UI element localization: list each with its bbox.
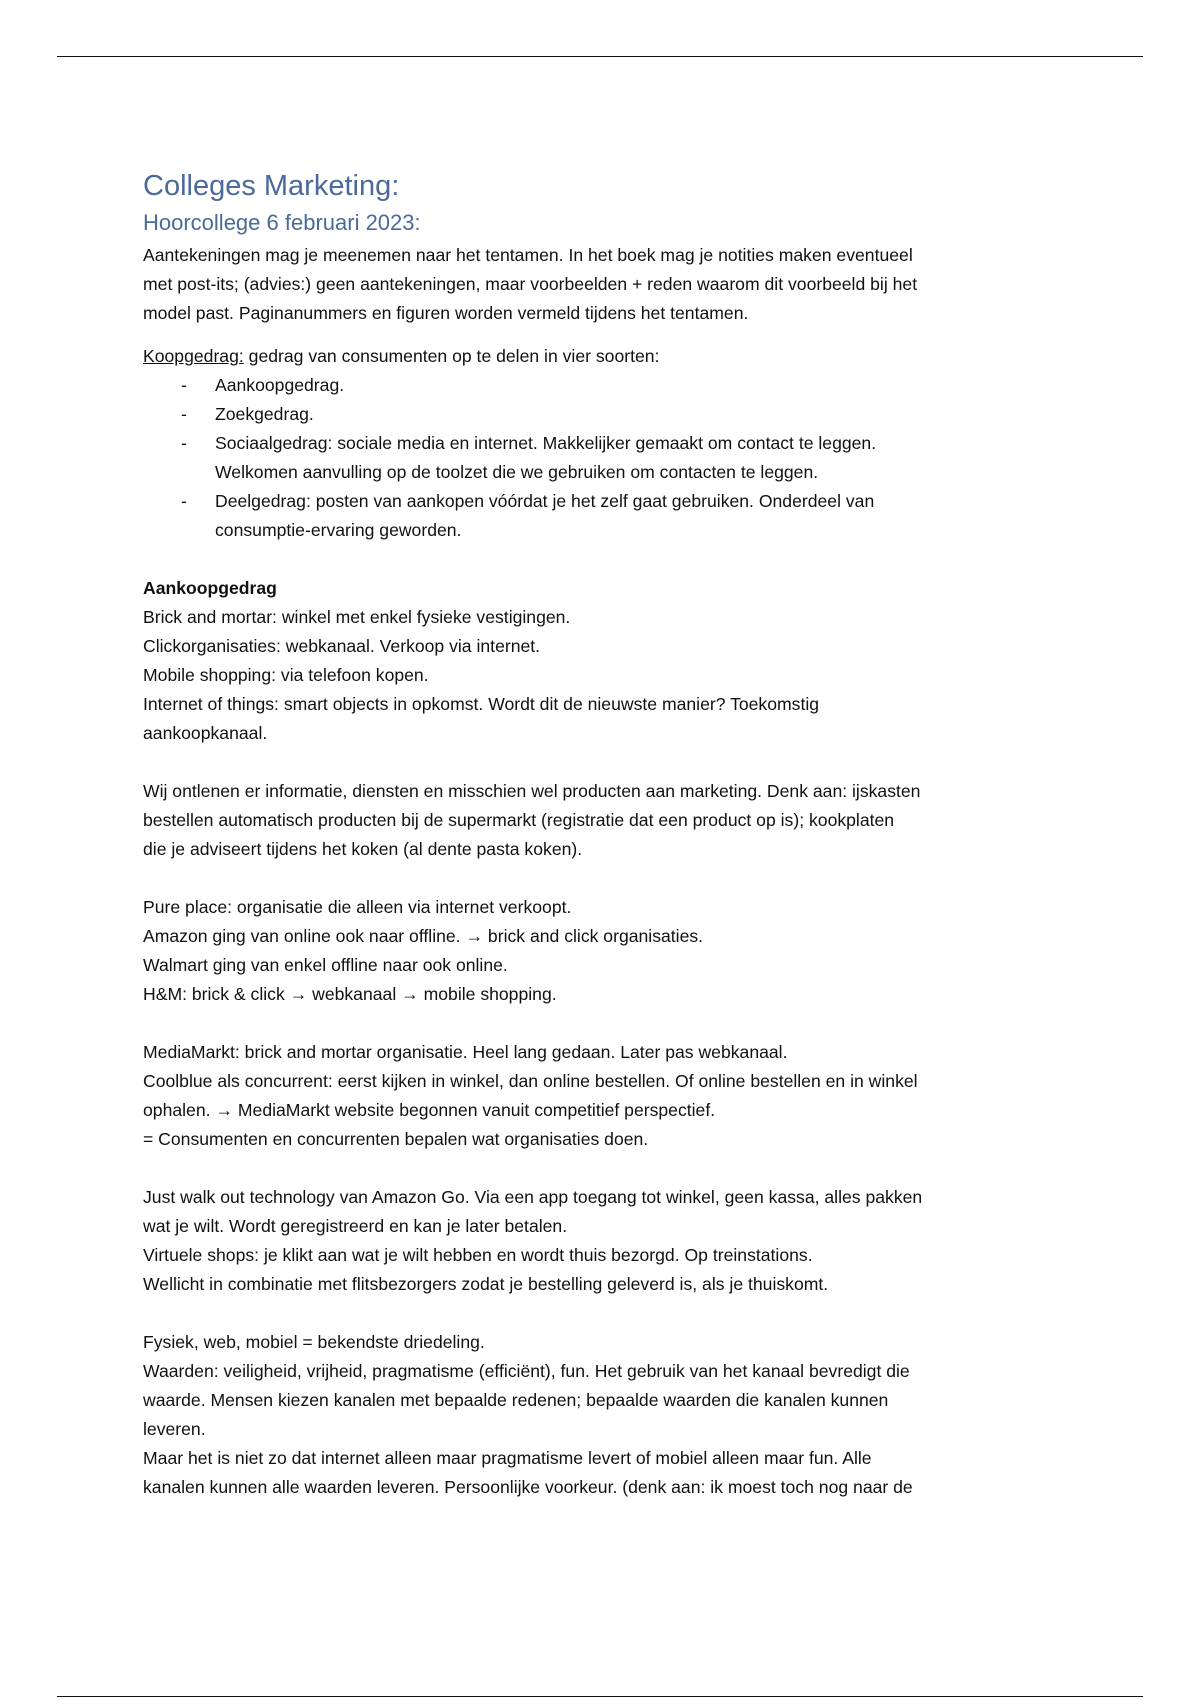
text-line: waarde. Mensen kiezen kanalen met bepaalde redenen; bepaalde waarden die kanalen kunnen bbox=[143, 1390, 889, 1410]
section-heading-aankoopgedrag: Aankoopgedrag bbox=[143, 578, 277, 598]
list-item-line: consumptie-ervaring geworden. bbox=[215, 520, 462, 540]
list-item bbox=[143, 400, 1073, 429]
document-page bbox=[143, 165, 1073, 1502]
text-line: Internet of things: smart objects in opkomst. Wordt dit de nieuwste manier? Toekomstig bbox=[143, 694, 820, 714]
koopgedrag-definition bbox=[143, 342, 1073, 371]
text-line: Maar het is niet zo dat internet alleen maar pragmatisme levert of mobiel alleen maar fun. Alle bbox=[143, 1448, 872, 1468]
text-line: Clickorganisaties: webkanaal. Verkoop via internet. bbox=[143, 636, 541, 656]
definition-text: gedrag van consumenten op te delen in vier soorten: bbox=[243, 346, 660, 366]
text-line: = Consumenten en concurrenten bepalen wat organisaties doen. bbox=[143, 1129, 649, 1149]
text-line: Mobile shopping: via telefoon kopen. bbox=[143, 665, 429, 685]
text-line: Brick and mortar: winkel met enkel fysieke vestigingen. bbox=[143, 607, 571, 627]
text-line: Amazon ging van online ook naar offline. → brick and click organisaties. bbox=[143, 926, 704, 946]
text-line: Aantekeningen mag je meenemen naar het tentamen. In het boek mag je notities maken eventueel bbox=[143, 245, 913, 265]
list-item-line: Deelgedrag: posten van aankopen vóórdat je het zelf gaat gebruiken. Onderdeel van bbox=[215, 491, 875, 511]
paragraph-information bbox=[143, 777, 1073, 864]
footer-rule bbox=[57, 1696, 1143, 1697]
behaviour-list bbox=[143, 371, 1073, 545]
text-line: kanalen kunnen alle waarden leveren. Persoonlijke voorkeur. (denk aan: ik moest toch nog naar de bbox=[143, 1477, 913, 1497]
list-item bbox=[143, 429, 1073, 487]
text-line: Just walk out technology van Amazon Go. Via een app toegang tot winkel, geen kassa, alles pakken bbox=[143, 1187, 923, 1207]
text-line: Fysiek, web, mobiel = bekendste driedeling. bbox=[143, 1332, 485, 1352]
list-item-line: Aankoopgedrag. bbox=[215, 375, 345, 395]
text-line: MediaMarkt: brick and mortar organisatie. Heel lang gedaan. Later pas webkanaal. bbox=[143, 1042, 788, 1062]
text-line: bestellen automatisch producten bij de supermarkt (registratie dat een product op is); kookplaten bbox=[143, 810, 895, 830]
lecture-heading: Hoorcollege 6 februari 2023: bbox=[143, 210, 421, 235]
bullet-dash: - bbox=[181, 491, 187, 511]
text-line: ophalen. → MediaMarkt website begonnen vanuit competitief perspectief. bbox=[143, 1100, 716, 1120]
text-line: Walmart ging van enkel offline naar ook online. bbox=[143, 955, 508, 975]
paragraph-mediamarkt bbox=[143, 1038, 1073, 1154]
paragraph-pure-place bbox=[143, 893, 1073, 1009]
bullet-dash: - bbox=[181, 404, 187, 424]
bullet-dash: - bbox=[181, 433, 187, 453]
bullet-dash: - bbox=[181, 375, 187, 395]
list-item-line: Welkomen aanvulling op de toolzet die we gebruiken om contacten te leggen. bbox=[215, 462, 819, 482]
header-rule bbox=[57, 56, 1143, 57]
text-line: Virtuele shops: je klikt aan wat je wilt hebben en wordt thuis bezorgd. Op treinstations. bbox=[143, 1245, 813, 1265]
list-item bbox=[143, 371, 1073, 400]
list-item-line: Zoekgedrag. bbox=[215, 404, 314, 424]
text-line: H&M: brick & click → webkanaal → mobile shopping. bbox=[143, 984, 557, 1004]
text-line: leveren. bbox=[143, 1419, 206, 1439]
text-line: Wellicht in combinatie met flitsbezorgers zodat je bestelling geleverd is, als je thuiskomt. bbox=[143, 1274, 829, 1294]
text-line: model past. Paginanummers en figuren worden vermeld tijdens het tentamen. bbox=[143, 303, 749, 323]
text-line: Waarden: veiligheid, vrijheid, pragmatisme (efficiënt), fun. Het gebruik van het kanaal bevredigt die bbox=[143, 1361, 910, 1381]
intro-paragraph bbox=[143, 241, 1073, 328]
paragraph-values bbox=[143, 1328, 1073, 1502]
text-line: die je adviseert tijdens het koken (al dente pasta koken). bbox=[143, 839, 583, 859]
text-line: aankoopkanaal. bbox=[143, 723, 268, 743]
text-line: Wij ontlenen er informatie, diensten en misschien wel producten aan marketing. Denk aan: ijskasten bbox=[143, 781, 921, 801]
list-item-line: Sociaalgedrag: sociale media en internet. Makkelijker gemaakt om contact te leggen. bbox=[215, 433, 877, 453]
text-line: met post-its; (advies:) geen aantekeningen, maar voorbeelden + reden waarom dit voorbeeld bij het bbox=[143, 274, 918, 294]
text-line: wat je wilt. Wordt geregistreerd en kan je later betalen. bbox=[143, 1216, 568, 1236]
text-line: Coolblue als concurrent: eerst kijken in winkel, dan online bestellen. Of online bestellen en in winkel bbox=[143, 1071, 918, 1091]
text-line: Pure place: organisatie die alleen via internet verkoopt. bbox=[143, 897, 572, 917]
paragraph-amazon-go bbox=[143, 1183, 1073, 1299]
list-item bbox=[143, 487, 1073, 545]
term-koopgedrag: Koopgedrag: bbox=[143, 346, 244, 366]
paragraph-channels bbox=[143, 603, 1073, 748]
document-title: Colleges Marketing: bbox=[143, 170, 400, 202]
